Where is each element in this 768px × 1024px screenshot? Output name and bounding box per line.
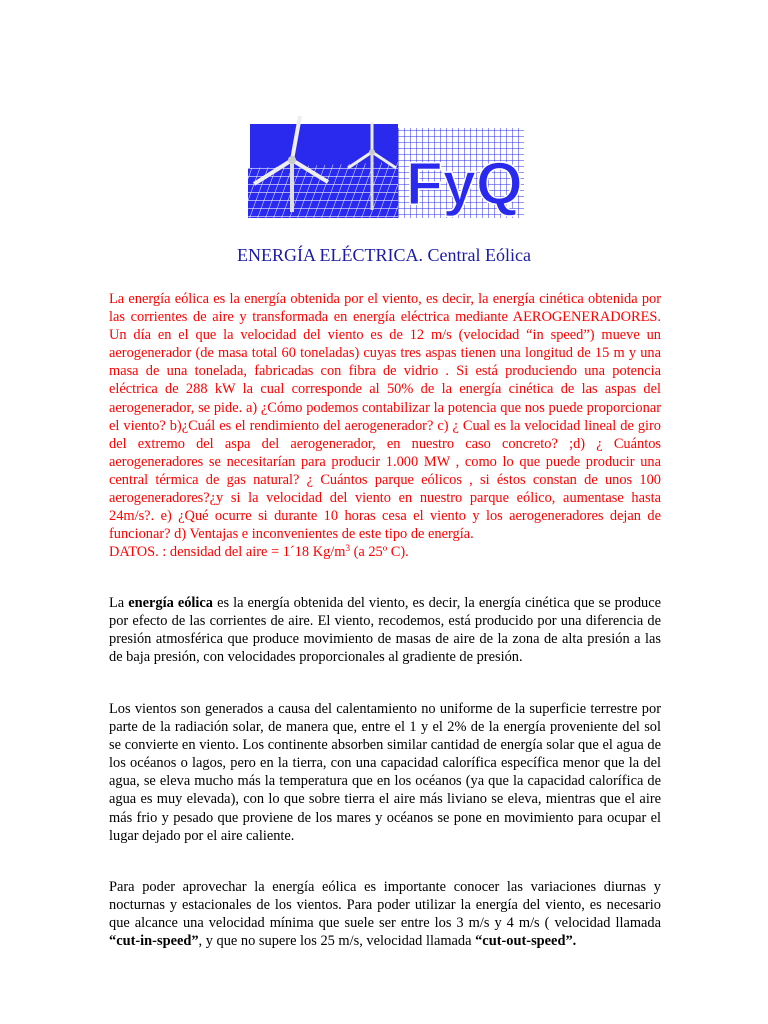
svg-text:FyQ: FyQ (406, 150, 523, 217)
paragraph-definition: La energía eólica es la energía obtenida del viento, es decir, la energía cinética que se produce por efecto de las corrientes de aire. El viento, recodemos, está producido por una diferencia de presión atmosférica que produce movimiento de masas de aire de la zona de alta presión a las de baja presión, con velocidades proporcionales al gradiente de presión. (109, 595, 661, 666)
datos-line: DATOS. : densidad del aire = 1´18 $Kg/m^3$ (a 25º C). (109, 543, 409, 561)
problem-statement (109, 290, 661, 561)
page-title: ENERGÍA ELÉCTRICA. Central Eólica (237, 245, 531, 265)
paragraph-wind-origin: Los vientos son generados a causa del calentamiento no uniforme de la superficie terrestre por parte de la radiación solar, de manera que, entre el 1 y el 2% de la energía proveniente del sol se convierte en viento. Los continente absorben similar cantidad de energía solar que el agua de los océanos o lagos, pero en la tierra, con una capacidad calorífica específica menor que la del agua, se eleva mucho más la temperatura que en los océanos (ya que la capacidad calorífica de agua es muy elevada), con lo que sobre tierra el aire más liviano se eleva, mientras que el aire más frio y pesado que proviene de los mares y océanos se pone en movimiento para ocupar el lugar dejado por el aire caliente. (109, 701, 661, 844)
problem-text: La energía eólica es la energía obtenida por el viento, es decir, la energía cinética obtenida por las corrientes de aire y transformada en energía eléctrica mediante AEROGENERADORES. Un día en el que la velocidad del viento es de 12 m/s (velocidad “in speed”) mueve un aerogenerador (de masa total 60 toneladas) cuyas tres aspas tienen una longitud de 15 m y una masa de una tonelada, fabricadas con fibra de vidrio . Si está produciendo una potencia eléctrica de 288 kW la cual corresponde al 50% de la energía cinética de las aspas del aerogenerador, se pide. a) ¿Cómo podemos contabilizar la potencia que nos puede proporcionar el viento? b)¿Cuál es el rendimiento del aerogenerador? c) ¿ Cual es la velocidad lineal de giro del extremo del aspa del aerogenerador, en nuestro caso concreto? ;d) ¿ Cuántos aerogeneradores se necesitarían para producir 1.000 MW , como lo que puede producir una central térmica de gas natural? ¿ Cuántos parque eólicos , si éstos constan de unos 100 aerogeneradores?¿y si la velocidad del viento en nuestro parque eólico, aumentase hasta 24m/s?. e) ¿Qué ocurre si durante 10 horas cesa el viento y los aerogeneradores dejan de funcionar? d) Ventajas e inconvenientes de este tipo de energía. (109, 291, 661, 543)
fyq-wind-turbine-logo (248, 112, 524, 218)
paragraph-wind-speeds: Para poder aprovechar la energía eólica es importante conocer las variaciones diurnas y nocturnas y estacionales de los vientos. Para poder utilizar la energía del viento, es necesario que alcance una velocidad mínima que suele ser entre los 3 m/s y 4 m/s ( velocidad llamada “cut-in-speed”, y que no supere los 25 m/s, velocidad llamada “cut-out-speed”. (109, 879, 661, 950)
